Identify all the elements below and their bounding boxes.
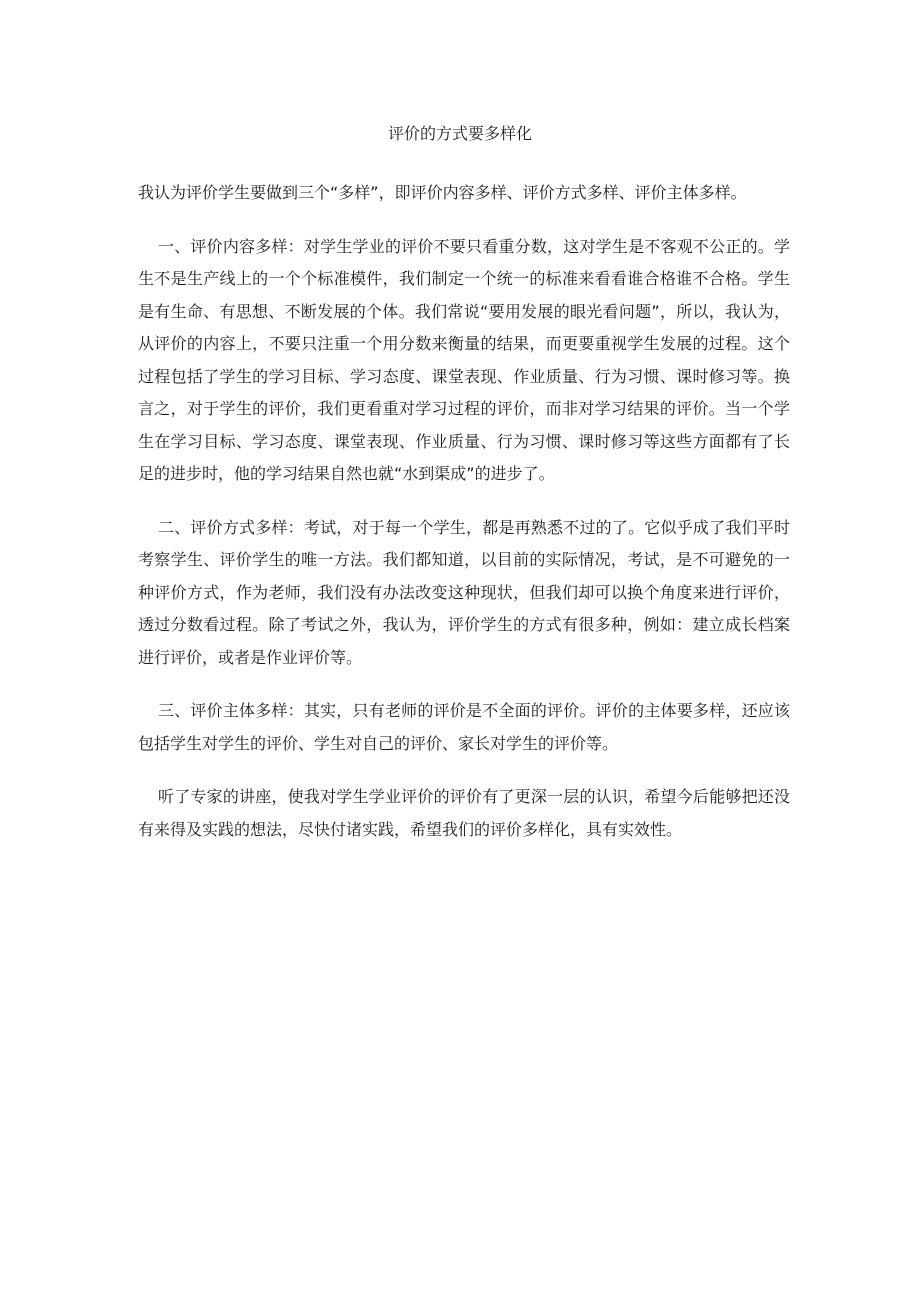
intro-paragraph: 我认为评价学生要做到三个“多样”，即评价内容多样、评价方式多样、评价主体多样。 bbox=[138, 183, 747, 202]
paragraph-subject-diversity: 三、评价主体多样：其实，只有老师的评价是不全面的评价。评价的主体要多样，还应该包括学生对学生的评价、学生对自己的评价、家长对学生的评价等。 bbox=[138, 701, 790, 753]
document-body bbox=[138, 177, 790, 867]
paragraph-method-diversity: 二、评价方式多样：考试，对于每一个学生，都是再熟悉不过的了。它似乎成了我们平时考察学生、评价学生的唯一方法。我们都知道，以目前的实际情况，考试，是不可避免的一种评价方式，作为老师，我们没有办法改变这种现状，但我们却可以换个角度来进行评价，透过分数看过程。除了考试之外，我认为，评价学生的方式有很多种，例如：建立成长档案进行评价，或者是作业评价等。 bbox=[138, 517, 790, 667]
paragraph-content-diversity: 一、评价内容多样：对学生学业的评价不要只看重分数，这对学生是不客观不公正的。学生不是生产线上的一个个标准模件，我们制定一个统一的标准来看看谁合格谁不合格。学生是有生命、有思想、不断发展的个体。我们常说“要用发展的眼光看问题”，所以，我认为，从评价的内容上，不要只注重一个用分数来衡量的结果，而更要重视学生发展的过程。这个过程包括了学生的学习目标、学习态度、课堂表现、作业质量、行为习惯、课时修习等。换言之，对于学生的评价，我们更看重对学习过程的评价，而非对学习结果的评价。当一个学生在学习目标、学习态度、课堂表现、作业质量、行为习惯、课时修习等这些方面都有了长足的进步时，他的学习结果自然也就“水到渠成”的进步了。 bbox=[138, 236, 790, 483]
closing-paragraph: 听了专家的讲座，使我对学生学业评价的评价有了更深一层的认识，希望今后能够把还没有来得及实践的想法，尽快付诸实践，希望我们的评价多样化，具有实效性。 bbox=[138, 787, 790, 839]
document-title: 评价的方式要多样化 bbox=[387, 124, 532, 143]
